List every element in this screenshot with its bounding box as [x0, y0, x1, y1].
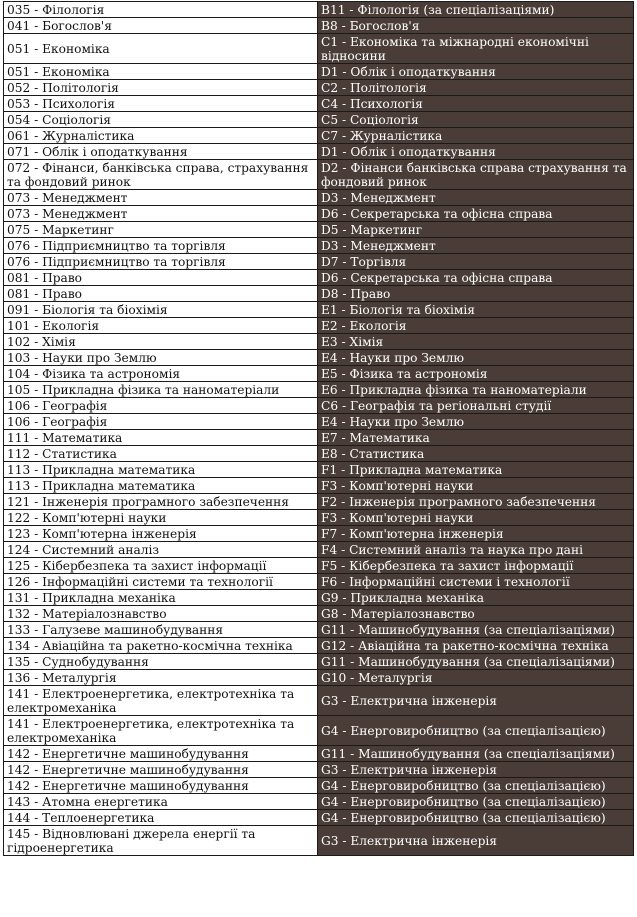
- new-specialty-cell: F5 - Кібербезпека та захист інформації: [318, 558, 634, 574]
- new-specialty-cell: C2 - Політологія: [318, 80, 634, 96]
- new-specialty-cell: C6 - Географія та регіональні студії: [318, 398, 634, 414]
- old-specialty-cell: 145 - Відновлювані джерела енергії та гідроенергетика: [4, 826, 318, 856]
- table-row: [4, 318, 634, 334]
- table-row: [4, 222, 634, 238]
- table-row: [4, 462, 634, 478]
- new-specialty-cell: G9 - Прикладна механіка: [318, 590, 634, 606]
- new-specialty-cell: C5 - Соціологія: [318, 112, 634, 128]
- table-row: [4, 638, 634, 654]
- old-specialty-cell: 123 - Комп'ютерна інженерія: [4, 526, 318, 542]
- table-row: [4, 558, 634, 574]
- old-specialty-cell: 121 - Інженерія програмного забезпечення: [4, 494, 318, 510]
- table-row: [4, 34, 634, 64]
- new-specialty-cell: C1 - Економіка та міжнародні економічні відносини: [318, 34, 634, 64]
- table-row: [4, 590, 634, 606]
- old-specialty-cell: 111 - Математика: [4, 430, 318, 446]
- old-specialty-cell: 105 - Прикладна фізика та наноматеріали: [4, 382, 318, 398]
- specialty-mapping-table-wrapper: [3, 1, 633, 856]
- old-specialty-cell: 141 - Електроенергетика, електротехніка та електромеханіка: [4, 686, 318, 716]
- table-row: [4, 2, 634, 18]
- table-row: [4, 128, 634, 144]
- old-specialty-cell: 125 - Кібербезпека та захист інформації: [4, 558, 318, 574]
- new-specialty-cell: E2 - Екологія: [318, 318, 634, 334]
- new-specialty-cell: B8 - Богослов'я: [318, 18, 634, 34]
- new-specialty-cell: D5 - Маркетинг: [318, 222, 634, 238]
- table-row: [4, 670, 634, 686]
- table-row: [4, 762, 634, 778]
- table-row: [4, 654, 634, 670]
- table-row: [4, 794, 634, 810]
- old-specialty-cell: 112 - Статистика: [4, 446, 318, 462]
- new-specialty-cell: G12 - Авіаційна та ракетно-космічна техніка: [318, 638, 634, 654]
- new-specialty-cell: D6 - Секретарська та офісна справа: [318, 270, 634, 286]
- old-specialty-cell: 041 - Богослов'я: [4, 18, 318, 34]
- table-row: [4, 826, 634, 856]
- new-specialty-cell: C7 - Журналістика: [318, 128, 634, 144]
- table-row: [4, 494, 634, 510]
- old-specialty-cell: 143 - Атомна енергетика: [4, 794, 318, 810]
- old-specialty-cell: 144 - Теплоенергетика: [4, 810, 318, 826]
- new-specialty-cell: G4 - Енерговиробництво (за спеціалізацією): [318, 778, 634, 794]
- old-specialty-cell: 061 - Журналістика: [4, 128, 318, 144]
- old-specialty-cell: 054 - Соціологія: [4, 112, 318, 128]
- old-specialty-cell: 134 - Авіаційна та ракетно-космічна техніка: [4, 638, 318, 654]
- old-specialty-cell: 126 - Інформаційні системи та технології: [4, 574, 318, 590]
- new-specialty-cell: F7 - Комп'ютерна інженерія: [318, 526, 634, 542]
- table-row: [4, 96, 634, 112]
- new-specialty-cell: D7 - Торгівля: [318, 254, 634, 270]
- new-specialty-cell: G3 - Електрична інженерія: [318, 762, 634, 778]
- old-specialty-cell: 101 - Екологія: [4, 318, 318, 334]
- new-specialty-cell: F3 - Комп'ютерні науки: [318, 510, 634, 526]
- new-specialty-cell: G3 - Електрична інженерія: [318, 826, 634, 856]
- old-specialty-cell: 122 - Комп'ютерні науки: [4, 510, 318, 526]
- old-specialty-cell: 131 - Прикладна механіка: [4, 590, 318, 606]
- old-specialty-cell: 035 - Філологія: [4, 2, 318, 18]
- new-specialty-cell: G8 - Матеріалознавство: [318, 606, 634, 622]
- old-specialty-cell: 073 - Менеджмент: [4, 206, 318, 222]
- table-row: [4, 144, 634, 160]
- old-specialty-cell: 102 - Хімія: [4, 334, 318, 350]
- new-specialty-cell: E6 - Прикладна фізика та наноматеріали: [318, 382, 634, 398]
- new-specialty-cell: C4 - Психологія: [318, 96, 634, 112]
- old-specialty-cell: 052 - Політологія: [4, 80, 318, 96]
- table-row: [4, 686, 634, 716]
- old-specialty-cell: 106 - Географія: [4, 398, 318, 414]
- old-specialty-cell: 113 - Прикладна математика: [4, 462, 318, 478]
- old-specialty-cell: 106 - Географія: [4, 414, 318, 430]
- new-specialty-cell: F1 - Прикладна математика: [318, 462, 634, 478]
- table-body: [4, 2, 634, 856]
- old-specialty-cell: 113 - Прикладна математика: [4, 478, 318, 494]
- old-specialty-cell: 053 - Психологія: [4, 96, 318, 112]
- old-specialty-cell: 051 - Економіка: [4, 64, 318, 80]
- table-row: [4, 542, 634, 558]
- old-specialty-cell: 132 - Матеріалознавство: [4, 606, 318, 622]
- old-specialty-cell: 073 - Менеджмент: [4, 190, 318, 206]
- new-specialty-cell: G11 - Машинобудування (за спеціалізаціями): [318, 654, 634, 670]
- table-row: [4, 160, 634, 190]
- new-specialty-cell: E4 - Науки про Землю: [318, 350, 634, 366]
- new-specialty-cell: E7 - Математика: [318, 430, 634, 446]
- old-specialty-cell: 091 - Біологія та біохімія: [4, 302, 318, 318]
- new-specialty-cell: F6 - Інформаційні системи і технології: [318, 574, 634, 590]
- old-specialty-cell: 136 - Металургія: [4, 670, 318, 686]
- new-specialty-cell: E4 - Науки про Землю: [318, 414, 634, 430]
- new-specialty-cell: D1 - Облік і оподаткування: [318, 144, 634, 160]
- new-specialty-cell: G4 - Енерговиробництво (за спеціалізацією): [318, 794, 634, 810]
- table-row: [4, 446, 634, 462]
- table-row: [4, 190, 634, 206]
- old-specialty-cell: 072 - Фінанси, банківська справа, страхування та фондовий ринок: [4, 160, 318, 190]
- old-specialty-cell: 133 - Галузеве машинобудування: [4, 622, 318, 638]
- new-specialty-cell: F2 - Інженерія програмного забезпечення: [318, 494, 634, 510]
- table-row: [4, 80, 634, 96]
- table-row: [4, 810, 634, 826]
- new-specialty-cell: G3 - Електрична інженерія: [318, 686, 634, 716]
- specialty-mapping-table: [3, 1, 634, 856]
- new-specialty-cell: D1 - Облік і оподаткування: [318, 64, 634, 80]
- old-specialty-cell: 051 - Економіка: [4, 34, 318, 64]
- old-specialty-cell: 142 - Енергетичне машинобудування: [4, 762, 318, 778]
- table-row: [4, 254, 634, 270]
- table-row: [4, 606, 634, 622]
- old-specialty-cell: 081 - Право: [4, 270, 318, 286]
- table-row: [4, 746, 634, 762]
- old-specialty-cell: 103 - Науки про Землю: [4, 350, 318, 366]
- old-specialty-cell: 076 - Підприємництво та торгівля: [4, 238, 318, 254]
- old-specialty-cell: 104 - Фізика та астрономія: [4, 366, 318, 382]
- old-specialty-cell: 075 - Маркетинг: [4, 222, 318, 238]
- new-specialty-cell: G10 - Металургія: [318, 670, 634, 686]
- old-specialty-cell: 142 - Енергетичне машинобудування: [4, 746, 318, 762]
- old-specialty-cell: 141 - Електроенергетика, електротехніка та електромеханіка: [4, 716, 318, 746]
- old-specialty-cell: 142 - Енергетичне машинобудування: [4, 778, 318, 794]
- old-specialty-cell: 124 - Системний аналіз: [4, 542, 318, 558]
- table-row: [4, 526, 634, 542]
- table-row: [4, 398, 634, 414]
- table-row: [4, 366, 634, 382]
- new-specialty-cell: G11 - Машинобудування (за спеціалізаціями): [318, 746, 634, 762]
- table-row: [4, 382, 634, 398]
- table-row: [4, 238, 634, 254]
- table-row: [4, 270, 634, 286]
- new-specialty-cell: G11 - Машинобудування (за спеціалізаціями): [318, 622, 634, 638]
- table-row: [4, 302, 634, 318]
- new-specialty-cell: G4 - Енерговиробництво (за спеціалізацією): [318, 716, 634, 746]
- new-specialty-cell: E5 - Фізика та астрономія: [318, 366, 634, 382]
- new-specialty-cell: D3 - Менеджмент: [318, 190, 634, 206]
- table-row: [4, 574, 634, 590]
- old-specialty-cell: 076 - Підприємництво та торгівля: [4, 254, 318, 270]
- new-specialty-cell: D6 - Секретарська та офісна справа: [318, 206, 634, 222]
- table-row: [4, 510, 634, 526]
- new-specialty-cell: B11 - Філологія (за спеціалізаціями): [318, 2, 634, 18]
- table-row: [4, 478, 634, 494]
- table-row: [4, 206, 634, 222]
- old-specialty-cell: 071 - Облік і оподаткування: [4, 144, 318, 160]
- new-specialty-cell: E3 - Хімія: [318, 334, 634, 350]
- table-row: [4, 18, 634, 34]
- table-row: [4, 350, 634, 366]
- table-row: [4, 622, 634, 638]
- new-specialty-cell: D2 - Фінанси банківська справа страхування та фондовий ринок: [318, 160, 634, 190]
- new-specialty-cell: D3 - Менеджмент: [318, 238, 634, 254]
- table-row: [4, 64, 634, 80]
- table-row: [4, 112, 634, 128]
- new-specialty-cell: D8 - Право: [318, 286, 634, 302]
- table-row: [4, 286, 634, 302]
- table-row: [4, 716, 634, 746]
- table-row: [4, 414, 634, 430]
- old-specialty-cell: 135 - Суднобудування: [4, 654, 318, 670]
- new-specialty-cell: E1 - Біологія та біохімія: [318, 302, 634, 318]
- new-specialty-cell: F4 - Системний аналіз та наука про дані: [318, 542, 634, 558]
- new-specialty-cell: E8 - Статистика: [318, 446, 634, 462]
- new-specialty-cell: G4 - Енерговиробництво (за спеціалізацією): [318, 810, 634, 826]
- old-specialty-cell: 081 - Право: [4, 286, 318, 302]
- table-row: [4, 778, 634, 794]
- table-row: [4, 430, 634, 446]
- new-specialty-cell: F3 - Комп'ютерні науки: [318, 478, 634, 494]
- table-row: [4, 334, 634, 350]
